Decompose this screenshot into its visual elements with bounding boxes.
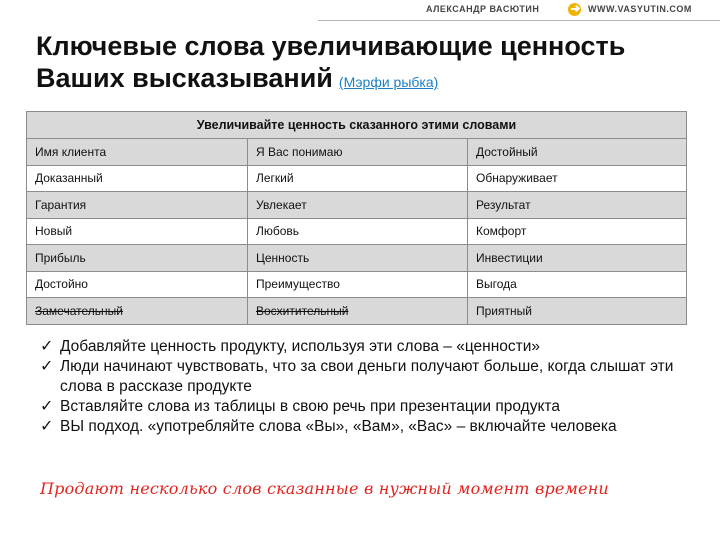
title-line-2-text: Ваших высказываний	[36, 63, 333, 93]
table-cell: Приятный	[468, 298, 687, 325]
check-icon: ✓	[40, 358, 54, 375]
list-item	[40, 397, 700, 417]
check-icon: ✓	[40, 338, 54, 355]
table-row	[27, 245, 687, 272]
table-cell: Любовь	[248, 218, 468, 245]
tip-text: Люди начинают чувствовать, что за свои деньги получают больше, когда слышат эти слова в рассказе продукте	[60, 358, 674, 395]
table-row	[27, 192, 687, 219]
table-row	[27, 271, 687, 298]
source-link[interactable]: (Мэрфи рыбка)	[338, 74, 439, 90]
tip-text: Вставляйте слова из таблицы в свою речь при презентации продукта	[60, 398, 560, 415]
table-cell: Прибыль	[27, 245, 248, 272]
website-link[interactable]: WWW.VASYUTIN.COM	[588, 4, 692, 14]
table-cell: Ценность	[248, 245, 468, 272]
table-cell: Преимущество	[248, 271, 468, 298]
arrow-logo-icon	[568, 3, 581, 16]
table-cell: Имя клиента	[27, 139, 248, 166]
table-header: Увеличивайте ценность сказанного этими словами	[27, 112, 687, 139]
table-cell: Достойный	[468, 139, 687, 166]
tip-text: ВЫ подход. «употребляйте слова «Вы», «Вам», «Вас» – включайте человека	[60, 418, 617, 435]
table-cell: Комфорт	[468, 218, 687, 245]
table-cell: Достойно	[27, 271, 248, 298]
table-cell: Выгода	[468, 271, 687, 298]
table-cell: Инвестиции	[468, 245, 687, 272]
table-cell: Результат	[468, 192, 687, 219]
author-name: АЛЕКСАНДР ВАСЮТИН	[426, 4, 540, 14]
table-row	[27, 165, 687, 192]
header-bar	[318, 0, 720, 22]
table-row	[27, 298, 687, 325]
table-cell: Легкий	[248, 165, 468, 192]
title-line-2	[36, 62, 706, 98]
list-item	[40, 357, 700, 397]
list-item	[40, 337, 700, 357]
tips-list	[40, 337, 700, 437]
value-words-table	[26, 111, 687, 325]
title-line-1: Ключевые слова увеличивающие ценность	[36, 31, 626, 61]
table-row	[27, 139, 687, 166]
slogan: Продают несколько слов сказанные в нужный момент времени	[40, 479, 609, 498]
table-cell: Я Вас понимаю	[248, 139, 468, 166]
table-cell: Гарантия	[27, 192, 248, 219]
table-cell: Доказанный	[27, 165, 248, 192]
table-header-row	[27, 112, 687, 139]
check-icon: ✓	[40, 398, 54, 415]
table-row	[27, 218, 687, 245]
tip-text: Добавляйте ценность продукту, используя эти слова – «ценности»	[60, 338, 541, 355]
table-cell-struck: Замечательный	[27, 298, 248, 325]
list-item	[40, 417, 700, 437]
table-cell-struck: Восхитительный	[248, 298, 468, 325]
check-icon: ✓	[40, 418, 54, 435]
page-title	[36, 30, 706, 98]
table-cell: Увлекает	[248, 192, 468, 219]
table-cell: Обнаруживает	[468, 165, 687, 192]
header-divider	[318, 20, 720, 21]
table-cell: Новый	[27, 218, 248, 245]
